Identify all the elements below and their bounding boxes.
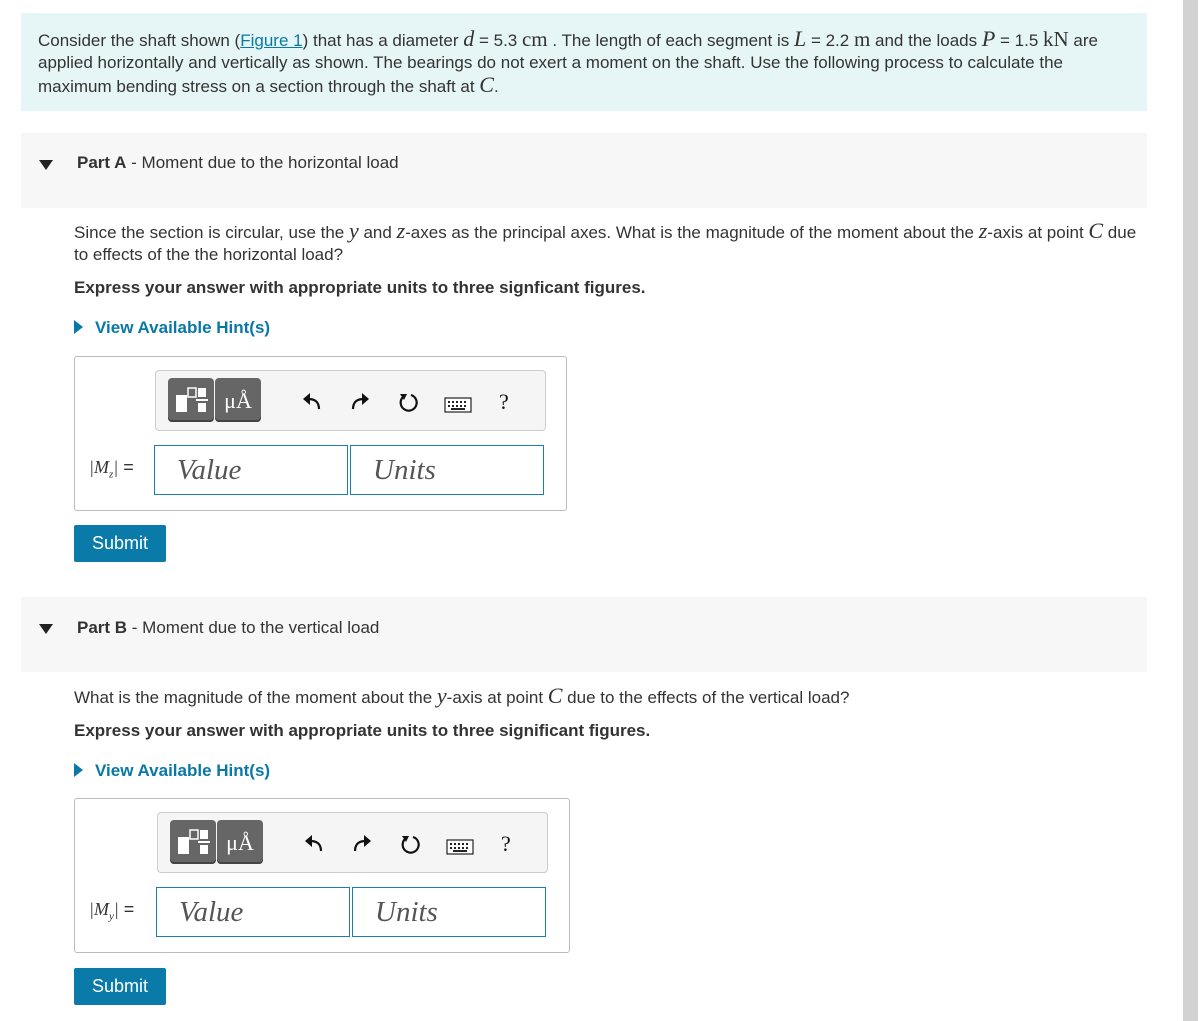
mz-label: $|M_z|$ = [89, 457, 134, 481]
q-text: -axis at point [987, 223, 1089, 242]
templates-icon [170, 820, 216, 864]
C-symbol: C [1088, 218, 1104, 243]
intro-text-8: are applied horizontally and vertically as shown. The bearings do not exert a moment on the shaft. Use the following process to calculate the maximum bending stress on a section through the shaft at [38, 31, 1098, 96]
redo-icon[interactable] [349, 391, 371, 417]
z-symbol: z [396, 218, 406, 243]
intro-text-3: = 5.3 [474, 31, 522, 50]
redo-icon[interactable] [351, 833, 373, 859]
my-value-input[interactable] [157, 888, 349, 936]
y-symbol: y [436, 683, 447, 708]
part-a-instructions: Express your answer with appropriate units to three signficant figures. [74, 278, 646, 297]
q-text: due to effects of the the horizontal load? [74, 223, 1137, 264]
templates-button[interactable] [170, 820, 216, 864]
templates-icon [168, 378, 214, 422]
part-a-submit-button[interactable]: Submit [74, 525, 166, 562]
expand-arrow-icon [74, 320, 83, 334]
units-button[interactable]: μÅ [217, 820, 263, 864]
reset-icon[interactable] [398, 833, 422, 861]
my-units-input[interactable] [353, 888, 545, 936]
units-field[interactable] [352, 887, 546, 937]
templates-button[interactable] [168, 378, 214, 422]
keyboard-icon[interactable] [446, 837, 474, 859]
d-symbol: d [463, 26, 475, 51]
units-button[interactable]: μÅ [215, 378, 261, 422]
part-b-header[interactable] [21, 597, 1147, 672]
L-symbol: L [793, 26, 807, 51]
intro-text-2: ) that has a diameter [302, 31, 464, 50]
hint-label: View Available Hint(s) [95, 318, 271, 337]
help-icon[interactable]: ? [499, 389, 509, 414]
mz-value-input[interactable] [155, 446, 347, 494]
C-symbol: C [547, 683, 563, 708]
value-field[interactable] [156, 887, 350, 937]
math-toolbar [157, 812, 548, 873]
q-text: -axes as the principal axes. What is the magnitude of the moment about the [405, 223, 979, 242]
reset-icon[interactable] [396, 391, 420, 419]
my-label: $|M_y|$ = [89, 899, 135, 923]
C-symbol: C [479, 72, 494, 97]
intro-text-7: = 1.5 [995, 31, 1044, 50]
y-symbol: y [348, 218, 359, 243]
undo-icon[interactable] [301, 391, 323, 417]
m-unit: m [853, 27, 871, 51]
q-text: Since the section is circular, use the [74, 223, 349, 242]
collapse-caret-icon[interactable] [39, 624, 53, 634]
part-a-question [74, 220, 1144, 266]
problem-text [38, 28, 1130, 98]
part-b-label: Part B [77, 618, 128, 637]
part-b-question [74, 685, 1144, 709]
part-b-answer-box [74, 798, 570, 953]
part-b-hint-link[interactable] [74, 761, 270, 781]
hint-label: View Available Hint(s) [95, 761, 271, 780]
problem-statement [21, 13, 1147, 111]
math-toolbar [155, 370, 546, 431]
mz-units-input[interactable] [351, 446, 543, 494]
intro-text-6: and the loads [870, 31, 982, 50]
value-field[interactable] [154, 445, 348, 495]
expand-arrow-icon [74, 763, 83, 777]
intro-text-5: = 2.2 [806, 31, 854, 50]
units-field[interactable] [350, 445, 544, 495]
part-b-instructions: Express your answer with appropriate units to three significant figures. [74, 721, 651, 740]
collapse-caret-icon[interactable] [39, 160, 53, 170]
kN-unit: kN [1043, 27, 1069, 51]
part-a-answer-box [74, 356, 567, 511]
P-symbol: P [981, 26, 996, 51]
intro-text-9: . [493, 77, 499, 96]
keyboard-icon[interactable] [444, 395, 472, 417]
undo-icon[interactable] [303, 833, 325, 859]
cm-unit: cm [521, 27, 548, 51]
help-icon[interactable]: ? [501, 831, 511, 856]
part-b-title [77, 618, 379, 638]
q-text: What is the magnitude of the moment about the [74, 688, 437, 707]
part-a-header[interactable] [21, 133, 1147, 208]
part-a-hint-link[interactable] [74, 318, 270, 338]
z-symbol: z [978, 218, 988, 243]
q-text: and [358, 223, 397, 242]
scrollbar[interactable] [1183, 0, 1198, 1021]
figure-link[interactable]: Figure 1 [240, 31, 303, 50]
intro-text-1: Consider the shaft shown ( [38, 31, 241, 50]
part-a-title-text: - Moment due to the horizontal load [126, 153, 399, 172]
q-text: -axis at point [446, 688, 548, 707]
part-a-title [77, 153, 399, 173]
intro-text-4: . The length of each segment is [547, 31, 794, 50]
q-text: due to the effects of the vertical load? [562, 688, 850, 707]
part-b-title-text: - Moment due to the vertical load [127, 618, 380, 637]
part-a-label: Part A [77, 153, 127, 172]
part-b-submit-button[interactable]: Submit [74, 968, 166, 1005]
